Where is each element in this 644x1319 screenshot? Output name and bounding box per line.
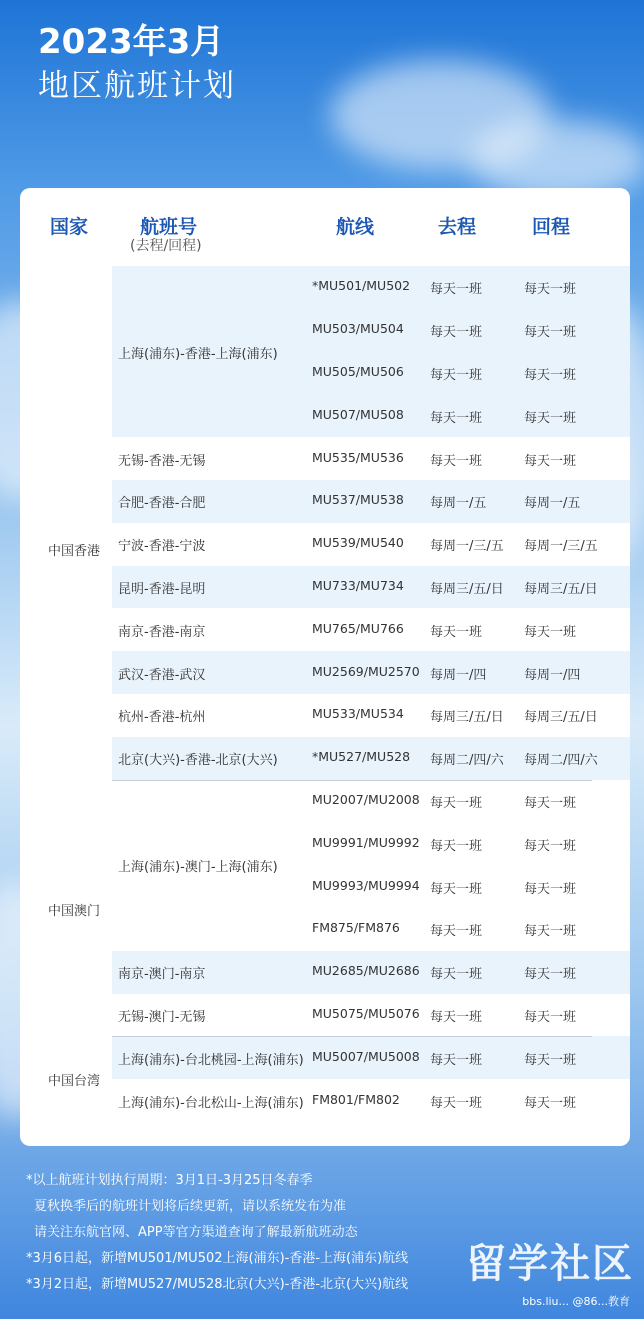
note-line: *以上航班计划执行周期：3月1日-3月25日冬春季 [26,1173,313,1188]
section-divider [112,1036,592,1037]
outbound-schedule: 每天一班 [430,325,483,341]
route-name: 上海(浦东)-台北松山-上海(浦东) [118,1095,304,1111]
route-group [112,1036,630,1079]
flight-number: *MU527/MU528 [312,749,411,765]
header-flight-number-sub: (去程/回程) [130,238,202,254]
inbound-schedule: 每天一班 [524,325,577,341]
route-group [112,994,630,1037]
note-line: 请关注东航官网、APP等官方渠道查询了解最新航班动态 [34,1225,358,1240]
flight-number: MU535/MU536 [312,449,404,465]
note-line: *3月2日起，新增MU527/MU528北京(大兴)-香港-北京(大兴)航线 [26,1277,409,1292]
route-name: 无锡-香港-无锡 [118,453,206,469]
inbound-schedule: 每天一班 [524,1009,577,1025]
page-title-date: 2023年3月 [38,22,225,62]
flight-number: *MU501/MU502 [312,278,411,294]
outbound-schedule: 每天一班 [430,624,483,640]
country-hong-kong: 中国香港 [48,544,101,559]
inbound-schedule: 每周一/四 [524,667,581,683]
note-line: 夏秋换季后的航班计划将后续更新，请以系统发布为准 [34,1199,347,1214]
page-title: 地区航班计划 [38,68,236,104]
inbound-schedule: 每天一班 [524,838,577,854]
route-group [112,608,630,651]
outbound-schedule: 每周一/三/五 [430,539,504,555]
outbound-schedule: 每周三/五/日 [430,710,504,726]
route-name: 上海(浦东)-台北桃园-上海(浦东) [118,1052,304,1068]
flight-number: MU2007/MU2008 [312,791,420,807]
inbound-schedule: 每周三/五/日 [524,710,598,726]
route-name: 武汉-香港-武汉 [118,667,206,683]
inbound-schedule: 每周二/四/六 [524,753,598,769]
flight-number: MU507/MU508 [312,406,404,422]
outbound-schedule: 每天一班 [430,795,483,811]
route-group [112,1079,630,1122]
flight-number: MU2685/MU2686 [312,963,420,979]
route-name: 合肥-香港-合肥 [118,496,206,512]
country-taiwan: 中国台湾 [48,1074,101,1089]
route-group [112,437,630,480]
country-macau: 中国澳门 [48,904,101,919]
flight-number: FM801/FM802 [312,1091,400,1107]
outbound-schedule: 每天一班 [430,1052,483,1068]
route-name: 南京-澳门-南京 [118,967,206,983]
watermark-logo: 留学社区 [466,1241,634,1287]
inbound-schedule: 每天一班 [524,795,577,811]
outbound-schedule: 每周二/四/六 [430,753,504,769]
route-group [112,651,630,694]
inbound-schedule: 每天一班 [524,282,577,298]
inbound-schedule: 每周一/五 [524,496,581,512]
inbound-schedule: 每天一班 [524,881,577,897]
flight-schedule-table [20,188,630,1146]
inbound-schedule: 每天一班 [524,967,577,983]
header-flight-number: 航班号 [140,216,198,238]
flight-number: FM875/FM876 [312,920,400,936]
inbound-schedule: 每周三/五/日 [524,581,598,597]
route-name: 上海(浦东)-澳门-上海(浦东) [118,860,278,876]
route-name: 宁波-香港-宁波 [118,539,206,555]
inbound-schedule: 每天一班 [524,924,577,940]
outbound-schedule: 每天一班 [430,368,483,383]
note-line: *3月6日起，新增MU501/MU502上海(浦东)-香港-上海(浦东)航线 [26,1251,409,1266]
header-route: 航线 [336,216,375,238]
header-inbound: 回程 [532,216,571,238]
flight-number: MU9993/MU9994 [312,877,420,893]
route-group [112,737,630,780]
route-name: 昆明-香港-昆明 [118,581,206,597]
route-name: 上海(浦东)-香港-上海(浦东) [118,346,278,362]
outbound-schedule: 每天一班 [430,282,483,298]
route-name: 南京-香港-南京 [118,624,206,640]
flight-number: MU505/MU506 [312,364,404,379]
route-group [112,266,630,437]
route-group [112,780,630,951]
inbound-schedule: 每天一班 [524,368,577,383]
route-group [112,566,630,609]
outbound-schedule: 每天一班 [430,410,483,426]
inbound-schedule: 每天一班 [524,1095,577,1111]
outbound-schedule: 每周一/五 [430,496,487,512]
flight-number: MU533/MU534 [312,706,404,722]
flight-number: MU765/MU766 [312,620,404,636]
route-group [112,523,630,566]
outbound-schedule: 每周三/五/日 [430,581,504,597]
outbound-schedule: 每天一班 [430,924,483,940]
flight-number: MU5075/MU5076 [312,1005,420,1021]
header-country: 国家 [50,216,89,238]
route-name: 北京(大兴)-香港-北京(大兴) [118,753,278,769]
route-name: 无锡-澳门-无锡 [118,1009,206,1025]
notes [26,1168,408,1298]
flight-number: MU2569/MU2570 [312,663,420,679]
outbound-schedule: 每天一班 [430,1009,483,1025]
inbound-schedule: 每天一班 [524,1052,577,1068]
outbound-schedule: 每天一班 [430,967,483,983]
watermark-caption: bbs.liu... @86...教育 [522,1295,630,1308]
section-divider [112,780,592,781]
outbound-schedule: 每天一班 [430,1095,483,1111]
flight-number: MU539/MU540 [312,535,404,551]
inbound-schedule: 每天一班 [524,410,577,426]
inbound-schedule: 每天一班 [524,624,577,640]
flight-number: MU503/MU504 [312,321,404,337]
route-group [112,951,630,994]
flight-number: MU537/MU538 [312,492,404,508]
inbound-schedule: 每天一班 [524,453,577,469]
route-name: 杭州-香港-杭州 [118,710,206,726]
route-group [112,480,630,523]
inbound-schedule: 每周一/三/五 [524,539,598,555]
flight-number: MU733/MU734 [312,577,404,593]
route-group [112,694,630,737]
outbound-schedule: 每周一/四 [430,667,487,683]
outbound-schedule: 每天一班 [430,838,483,854]
header-outbound: 去程 [438,216,477,238]
flight-number: MU5007/MU5008 [312,1048,420,1064]
flight-number: MU9991/MU9992 [312,834,420,850]
outbound-schedule: 每天一班 [430,453,483,469]
outbound-schedule: 每天一班 [430,881,483,897]
